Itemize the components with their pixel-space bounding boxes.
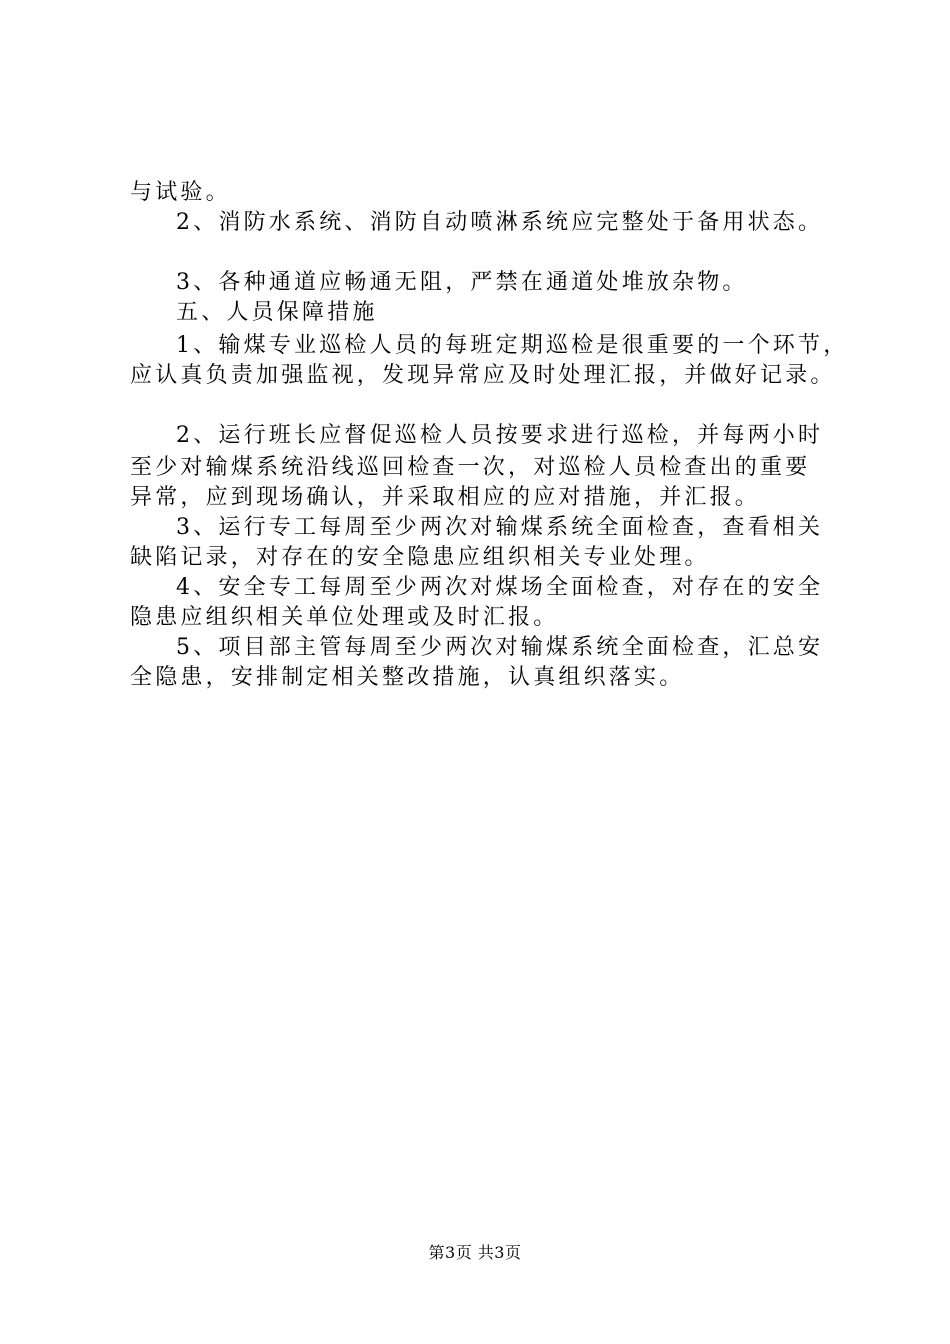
paragraph-line: 4、安全专工每周至少两次对煤场全面检查，对存在的安全 [176,575,824,600]
paragraph-line: 5、项目部主管每周至少两次对输煤系统全面检查，汇总安 [176,635,824,660]
paragraph-line: 隐患应组织相关单位处理或及时汇报。 [130,605,559,630]
section-heading: 五、人员保障措施 [176,300,378,325]
paragraph-line: 2、运行班长应督促巡检人员按要求进行巡检，并每两小时 [176,423,824,448]
paragraph-line: 3、运行专工每周至少两次对输煤系统全面检查，查看相关 [176,515,824,540]
paragraph-line: 与试验。 [130,180,231,205]
paragraph-line: 缺陷记录，对存在的安全隐患应组织相关专业处理。 [130,545,710,570]
paragraph-line: 异常，应到现场确认，并采取相应的应对措施，并汇报。 [130,485,761,510]
paragraph-line: 至少对输煤系统沿线巡回检查一次，对巡检人员检查出的重要 [130,455,811,480]
paragraph-line: 3、各种通道应畅通无阻，严禁在通道处堆放杂物。 [176,270,748,295]
paragraph-line: 2、消防水系统、消防自动喷淋系统应完整处于备用状态。 [176,210,824,235]
paragraph-line: 1、输煤专业巡检人员的每班定期巡检是很重要的一个环节， [176,333,849,358]
paragraph-line: 全隐患，安排制定相关整改措施，认真组织落实。 [130,665,685,690]
paragraph-line: 应认真负责加强监视，发现异常应及时处理汇报，并做好记录。 [130,363,836,388]
page-footer: 第3页 共3页 [428,1243,522,1262]
